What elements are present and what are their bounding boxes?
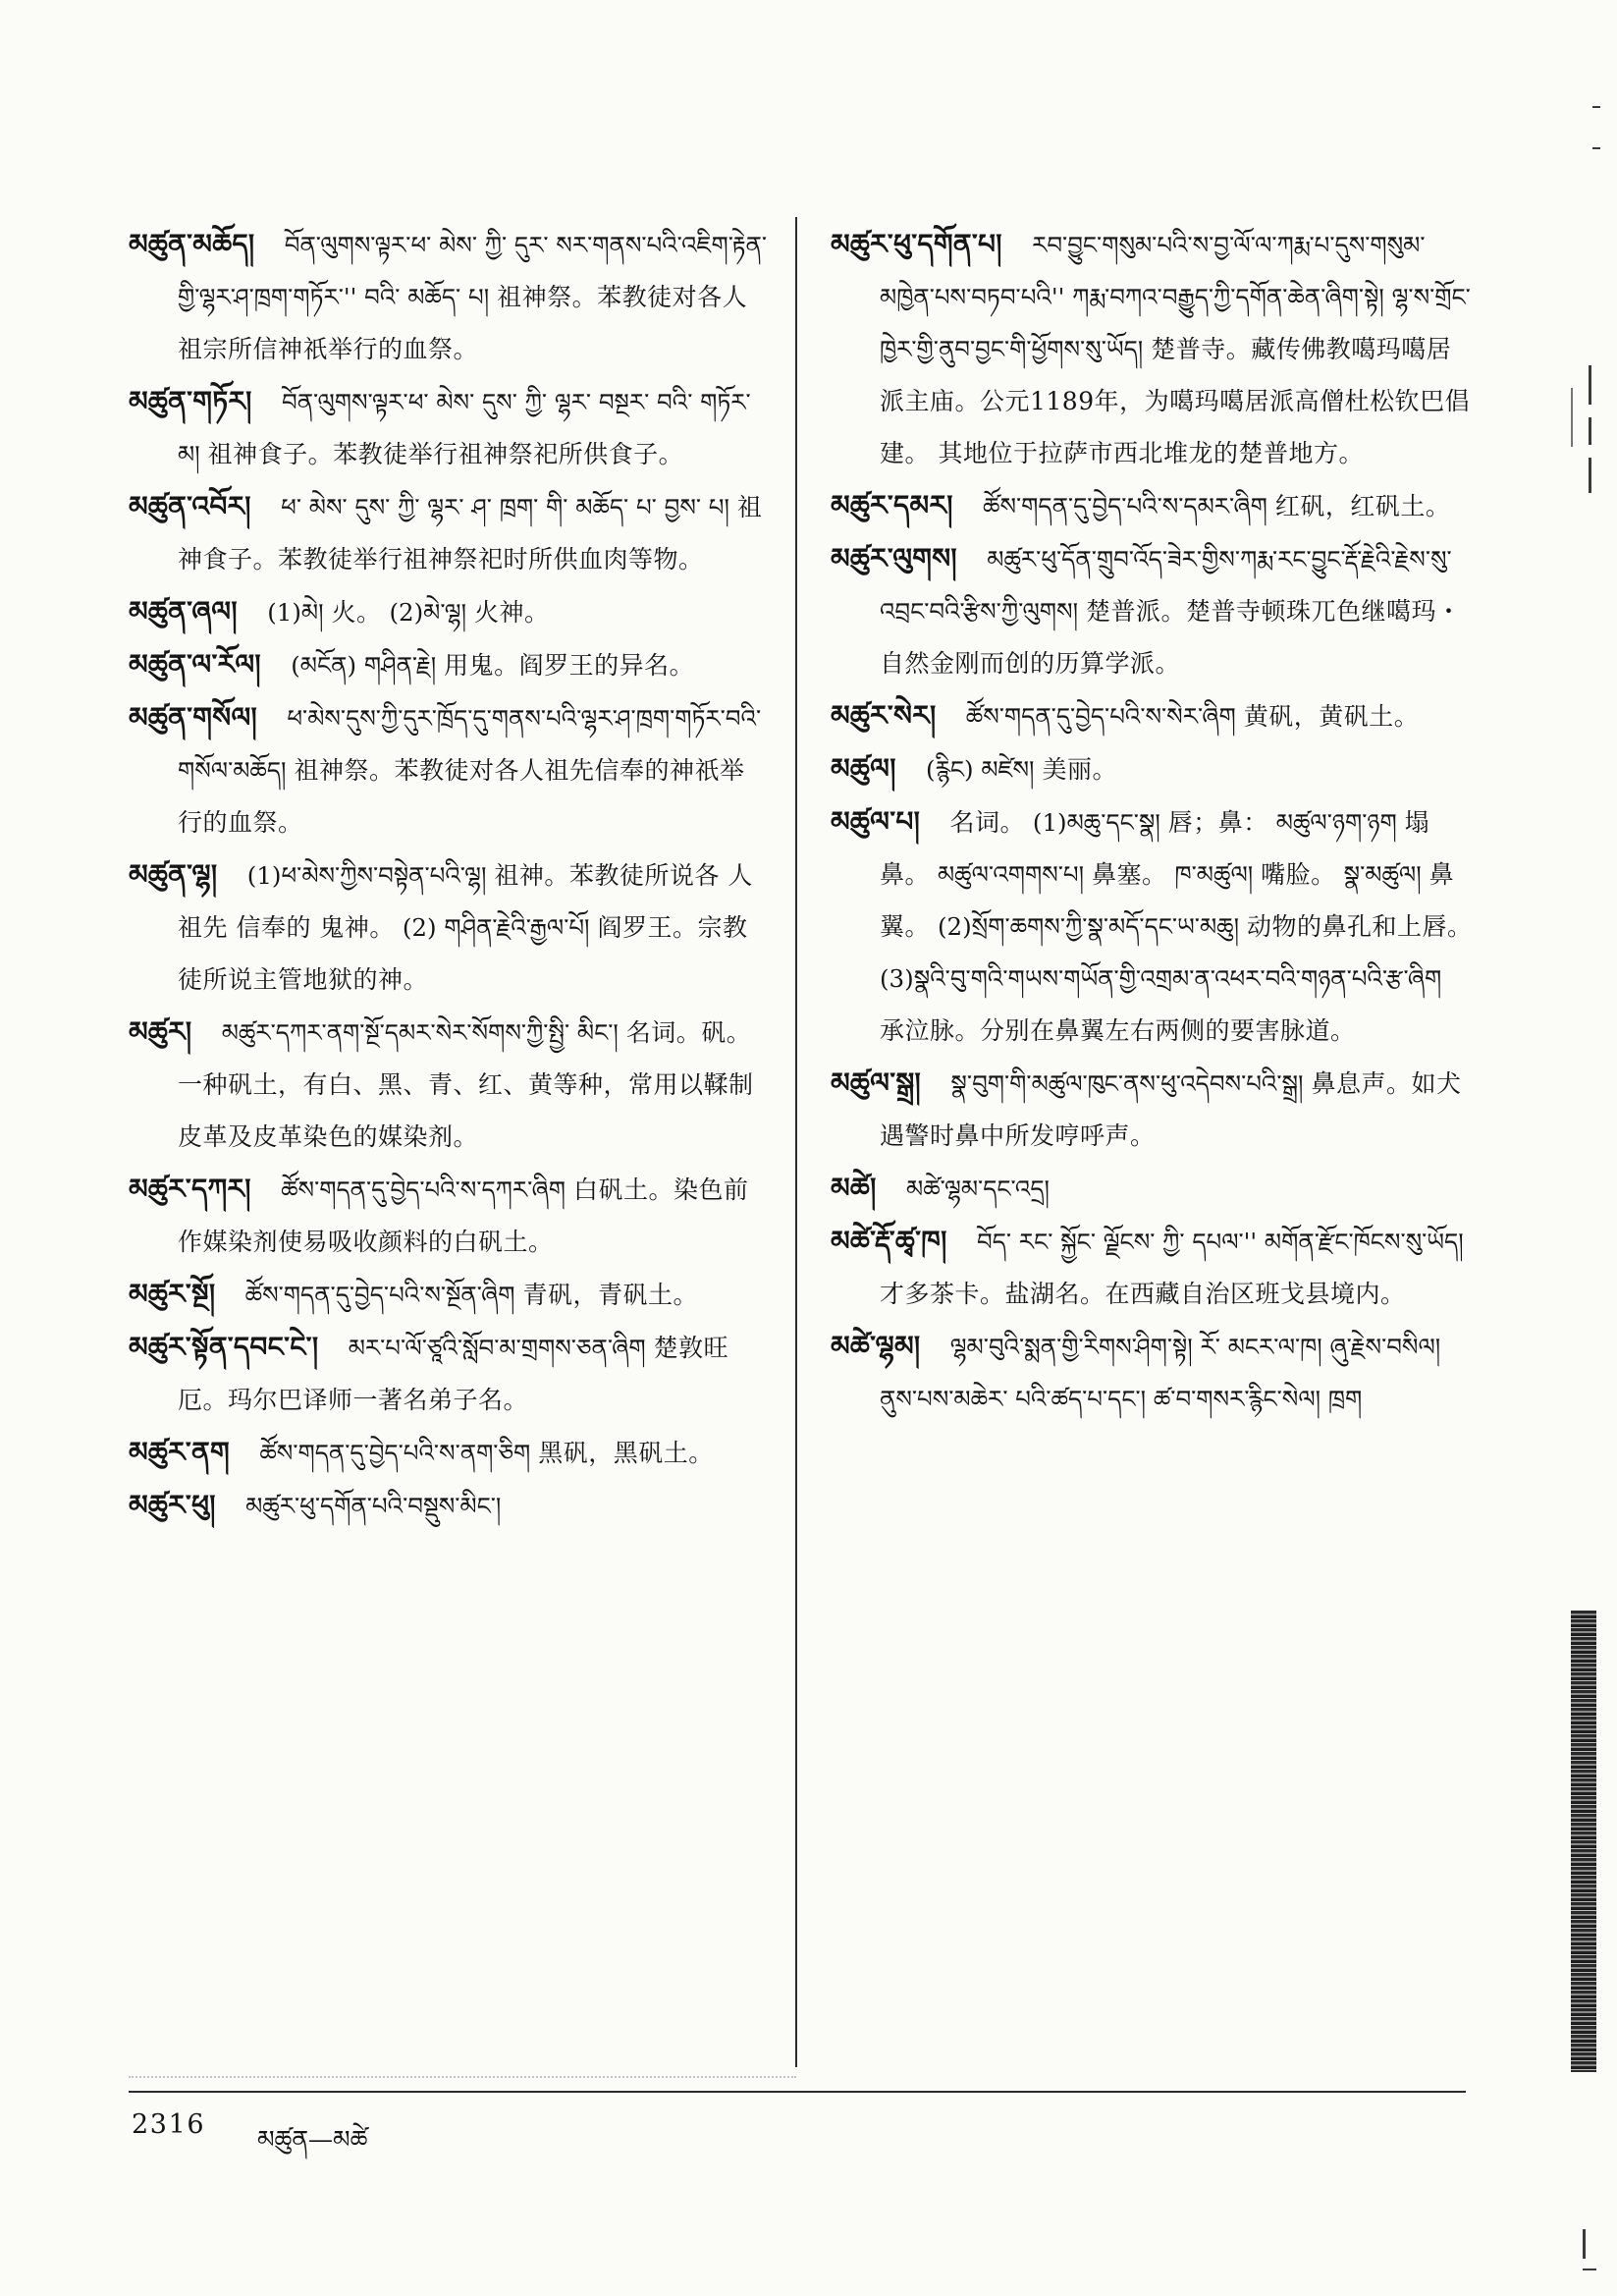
- running-head: མཚུན—མཚེ: [257, 2125, 368, 2154]
- headword: མཚུར་ཕུ།: [129, 1489, 216, 1521]
- tibetan-definition: ཚོས་གདན་དུ་བྱེད་པའི་ས་སེར་ཞིག: [965, 702, 1236, 731]
- scan-edge-mark: [1592, 106, 1600, 108]
- chinese-gloss: 祖神。苯教徒所说各 人祖先 信奉的 鬼神。: [178, 861, 753, 942]
- dictionary-entry: [129, 1479, 769, 1532]
- tibetan-definition: མཚེ་ལྷམ་དང་འདྲ།: [906, 1175, 1050, 1203]
- chinese-gloss: 火。: [331, 598, 382, 627]
- scan-edge-mark: [1583, 2269, 1596, 2270]
- dictionary-entry: [831, 1320, 1473, 1425]
- headword: མཚེ།: [831, 1172, 877, 1204]
- dictionary-entry: [831, 479, 1473, 532]
- headword: མཚུར་ལུགས།: [831, 542, 957, 574]
- dictionary-entry: [129, 218, 769, 375]
- tibetan-definition: (3)སྣའི་བུ་གའི་གཡས་གཡོན་གྱི་འགྲམ་ན་འཕར་བའི་གཉན་པའི་རྩ་ཞིག: [880, 964, 1442, 993]
- dictionary-entry: [831, 1057, 1473, 1162]
- headword: མཚུར་སྟོན་དབང་ངེ་།: [129, 1331, 319, 1363]
- chinese-gloss: 嘴脸。: [1261, 860, 1336, 889]
- chinese-gloss: 祖神祭。苯教徒对各人祖先信奉的神祇举行的血祭。: [178, 756, 745, 837]
- chinese-gloss: 鼻翼。: [880, 860, 1455, 941]
- scan-edge-mark: [1589, 417, 1591, 445]
- headword: མཚུན་ཞལ།: [129, 595, 238, 628]
- dictionary-entry: [129, 1268, 769, 1321]
- chinese-gloss: 青矾，青矾土。: [522, 1281, 698, 1309]
- dictionary-entry: [831, 532, 1473, 689]
- chinese-gloss: 用鬼。阎罗王的异名。: [444, 651, 695, 680]
- dictionary-entry: [831, 689, 1473, 742]
- chinese-gloss: 祖神祭。苯教徒对各人祖宗所信神祇举行的血祭。: [178, 283, 748, 363]
- tibetan-definition: ཚོས་གདན་དུ་བྱེད་པའི་ས་སྔོན་ཞིག: [244, 1281, 515, 1309]
- tibetan-definition: (1)མེ།: [267, 598, 324, 627]
- tibetan-example: མཚུལ་འགགས་པ།: [937, 860, 1085, 889]
- tibetan-definition: (མངོན) གཤིན་རྗེ།: [291, 651, 437, 680]
- tibetan-definition: སྣ་བུག་གི་མཚུལ་ཁུང་ནས་ཕུ་འདེབས་པའི་སྒྲ།: [950, 1069, 1304, 1098]
- headword: མཚུན་ལྷ།: [129, 858, 218, 891]
- dictionary-entry: [831, 742, 1473, 795]
- headword: མཚུན་ལ་རོལ།: [129, 648, 261, 681]
- chinese-gloss: 楚敦旺厄。玛尔巴译师一著名弟子名。: [178, 1334, 729, 1414]
- dictionary-entry: [129, 1006, 769, 1163]
- chinese-gloss: 才多茶卡。盐湖名。在西藏自治区班戈县境内。: [880, 1280, 1406, 1308]
- chinese-gloss: 承泣脉。分别在鼻翼左右两侧的要害脉道。: [880, 1016, 1356, 1045]
- dictionary-entry: [129, 1163, 769, 1268]
- tibetan-definition: ཚོས་གདན་དུ་བྱེད་པའི་ས་ནག་ཅིག: [259, 1439, 531, 1467]
- headword: མཚུར་ཕུ་དགོན་པ།: [831, 228, 1002, 260]
- tibetan-definition: (1)མཆུ་དང་སྣ།: [1032, 808, 1160, 837]
- headword: མཚེ་ལྷམ།: [831, 1330, 921, 1362]
- headword: མཚུར་དཀར།: [129, 1173, 251, 1205]
- dictionary-entry: [129, 848, 769, 1006]
- tibetan-example: མཚུལ་ཉག་ཉག: [1275, 808, 1397, 837]
- tibetan-definition: བོན་ལུགས་ལྟར་ཕ་ མེས་ དུས་ ཀྱི་ ལྷར་ བསྔར་ བའི་ གཏོར་ མ།: [178, 388, 751, 468]
- dictionary-entry: [129, 638, 769, 691]
- chinese-gloss: 楚普派。楚普寺顿珠兀色继噶玛・自然金刚而创的历算学派。: [880, 597, 1462, 678]
- tibetan-definition: (2) གཤིན་རྗེའི་རྒྱལ་པོ།: [402, 913, 590, 942]
- tibetan-definition: (རྙིང) མཛེས།: [926, 755, 1035, 784]
- chinese-gloss: 黑矾，黑矾土。: [538, 1439, 714, 1467]
- chinese-gloss: 唇；鼻：: [1167, 808, 1268, 837]
- chinese-gloss: 祖神食子。苯教徒举行祖神祭祀时所供血肉等物。: [178, 493, 763, 574]
- chinese-gloss: 名词。矾。一种矾土，有白、黑、青、红、黄等种，常用以鞣制皮革及皮革染色的媒染剂。: [178, 1018, 754, 1151]
- scan-edge-mark: [1589, 365, 1591, 405]
- tibetan-definition: (1)ཕ་མེས་ཀྱིས་བསྟེན་པའི་ལྷ།: [246, 861, 487, 890]
- right-column: [831, 218, 1473, 2069]
- dictionary-entry: [129, 375, 769, 480]
- chinese-gloss: 美丽。: [1042, 755, 1117, 784]
- chinese-gloss: 白矾土。染色前作媒染剂使易吸收颜料的白矾土。: [178, 1175, 749, 1256]
- dictionary-entry: [831, 1215, 1473, 1320]
- scan-edge-strip: [1571, 1611, 1596, 2072]
- dictionary-entry: [831, 795, 1473, 1057]
- footer-rule: [129, 2091, 1466, 2093]
- tibetan-example: སྣ་མཚུལ།: [1343, 860, 1422, 889]
- headword: མཚེ་རྡོ་ཚྭ་ཁ།: [831, 1225, 947, 1257]
- headword: མཚུན་གཏོར།: [129, 385, 252, 417]
- faint-dotted-line: [129, 2076, 796, 2078]
- tibetan-definition: མཚུར་དཀར་ནག་སྔོ་དམར་སེར་སོགས་ཀྱི་སྤྱི་ མིང་།: [221, 1018, 619, 1047]
- scan-edge-mark: [1571, 388, 1573, 447]
- dictionary-entry: [831, 218, 1473, 479]
- tibetan-example: ཁ་མཚུལ།: [1174, 860, 1254, 889]
- tibetan-definition: རབ་བྱུང་གསུམ་པའི་ས་བྱ་ལོ་ལ་ཀརྨ་པ་དུས་གསུམ་མཁྱེན་པས་བཏབ་པའི'' ཀརྨ་བཀའ་བརྒྱུད་ཀྱི་དགོན་ཆེན་ཞིག་སྟེ། ལྷ་ས་གྲོང་ཁྱེར་གྱི་ནུབ་བྱང་གི་ཕྱོགས་སུ་ཡོད།: [880, 231, 1471, 363]
- headword: མཚུར་སྔོ།: [129, 1278, 216, 1310]
- left-column: [129, 218, 769, 2069]
- headword: མཚུར།: [129, 1015, 192, 1048]
- tibetan-definition: མར་པ་ལོ་ཙཱའི་སློབ་མ་གྲགས་ཅན་ཞིག: [348, 1334, 646, 1362]
- tibetan-definition: ལྷམ་བུའི་སྨན་གྱི་རིགས་ཤིག་སྟེ། རོ་ མངར་ལ་ཁ། ཞུ་རྗེས་བསིལ། ནུས་པས་མཆེར་ པའི་ཚད་པ་དང་། ཚ་བ་གསར་རྙིང་སེལ། ཁྲག: [880, 1333, 1441, 1413]
- headword: མཚུར་ནག: [129, 1436, 230, 1468]
- chinese-gloss: 黄矾，黄矾土。: [1243, 702, 1420, 731]
- tibetan-definition: ཕ་ མེས་ དུས་ ཀྱི་ ལྷར་ ཤ་ ཁྲག་ གི་ མཆོད་ པ་ བྱས་ པ།: [281, 493, 729, 521]
- chinese-gloss: 楚普寺。藏传佛教噶玛噶居派主庙。公元1189年，为噶玛噶居派高僧杜松钦巴倡建。 其地位于拉萨市西北堆龙的楚普地方。: [880, 335, 1471, 467]
- page-number: 2316: [132, 2109, 206, 2140]
- headword: མཚུལ་སྒྲ།: [831, 1066, 922, 1099]
- headword: མཚུན་མཆོད།: [129, 228, 255, 260]
- tibetan-definition: (2)མེ་ལྷ།: [389, 598, 467, 627]
- chinese-gloss: 动物的鼻孔和上唇。: [1247, 912, 1473, 941]
- tibetan-definition: བོད་ རང་ སྐྱོང་ ལྗོངས་ ཀྱི་ དཔལ་'' མགོན་རྫོང་ཁོངས་སུ་ཡོད།: [976, 1228, 1464, 1256]
- tibetan-definition: མཚུར་ཕུ་དགོན་པའི་བསྡུས་མིང་།: [245, 1492, 502, 1520]
- headword: མཚུལ་པ།: [831, 805, 921, 838]
- tibetan-definition: ཚོས་གདན་དུ་བྱེད་པའི་ས་དམར་ཞིག: [983, 492, 1267, 520]
- tibetan-definition: མཚུར་ཕུ་དོན་གྲུབ་འོད་ཟེར་གྱིས་ཀརྨ་རང་བྱུང་རྡོ་རྗེའི་རྗེས་སུ་འབྲང་བའི་རྩིས་ཀྱི་ལུགས།: [880, 545, 1452, 626]
- column-divider: [795, 217, 797, 2067]
- headword: མཚུན་འབོར།: [129, 490, 251, 522]
- scan-edge-mark: [1583, 2229, 1586, 2259]
- dictionary-entry: [129, 1321, 769, 1426]
- headword: མཚུར་སེར།: [831, 699, 937, 732]
- chinese-gloss: 阎罗王。宗教徒所说主管地狱的神。: [178, 913, 748, 994]
- chinese-gloss: 火神。: [473, 598, 550, 627]
- dictionary-entry: [129, 585, 769, 638]
- dictionary-entry: [129, 480, 769, 585]
- tibetan-definition: ཚོས་གདན་དུ་བྱེད་པའི་ས་དཀར་ཞིག: [281, 1175, 566, 1204]
- chinese-gloss: 红矾，红矾土。: [1274, 492, 1451, 520]
- tibetan-definition: (2)སྲོག་ཆགས་ཀྱི་སྣ་མདོ་དང་ཡ་མཆུ།: [937, 912, 1240, 941]
- scan-edge-mark: [1589, 458, 1591, 493]
- chinese-gloss: 名词。: [949, 808, 1025, 837]
- tibetan-definition: ཕ་མེས་དུས་ཀྱི་དུར་ཁྲོད་དུ་གནས་པའི་ལྷར་ཤ་ཁྲག་གཏོར་བའི་གསོལ་མཆོད།: [178, 704, 762, 785]
- dictionary-entry: [129, 691, 769, 848]
- chinese-gloss: 塌鼻。: [880, 808, 1430, 889]
- dictionary-entry: [831, 1162, 1473, 1215]
- dictionary-entry: [129, 1426, 769, 1479]
- headword: མཚུལ།: [831, 752, 896, 785]
- tibetan-definition: བོན་ལུགས་ལྟར་ཕ་ མེས་ ཀྱི་ དུར་ སར་གནས་པའི་འཇིག་རྟེན་གྱི་ལྷར་ཤ་ཁྲག་གཏོར་'' བའི་ མཆོད་ པ།: [178, 231, 768, 311]
- headword: མཚུར་དམར།: [831, 489, 953, 521]
- headword: མཚུན་གསོལ།: [129, 701, 257, 734]
- chinese-gloss: 鼻息声。如犬遇警时鼻中所发哼呼声。: [880, 1069, 1462, 1150]
- chinese-gloss: 祖神食子。苯教徒举行祖神祭祀所供食子。: [207, 440, 684, 468]
- chinese-gloss: 鼻塞。: [1092, 860, 1167, 889]
- scan-edge-mark: [1592, 147, 1600, 149]
